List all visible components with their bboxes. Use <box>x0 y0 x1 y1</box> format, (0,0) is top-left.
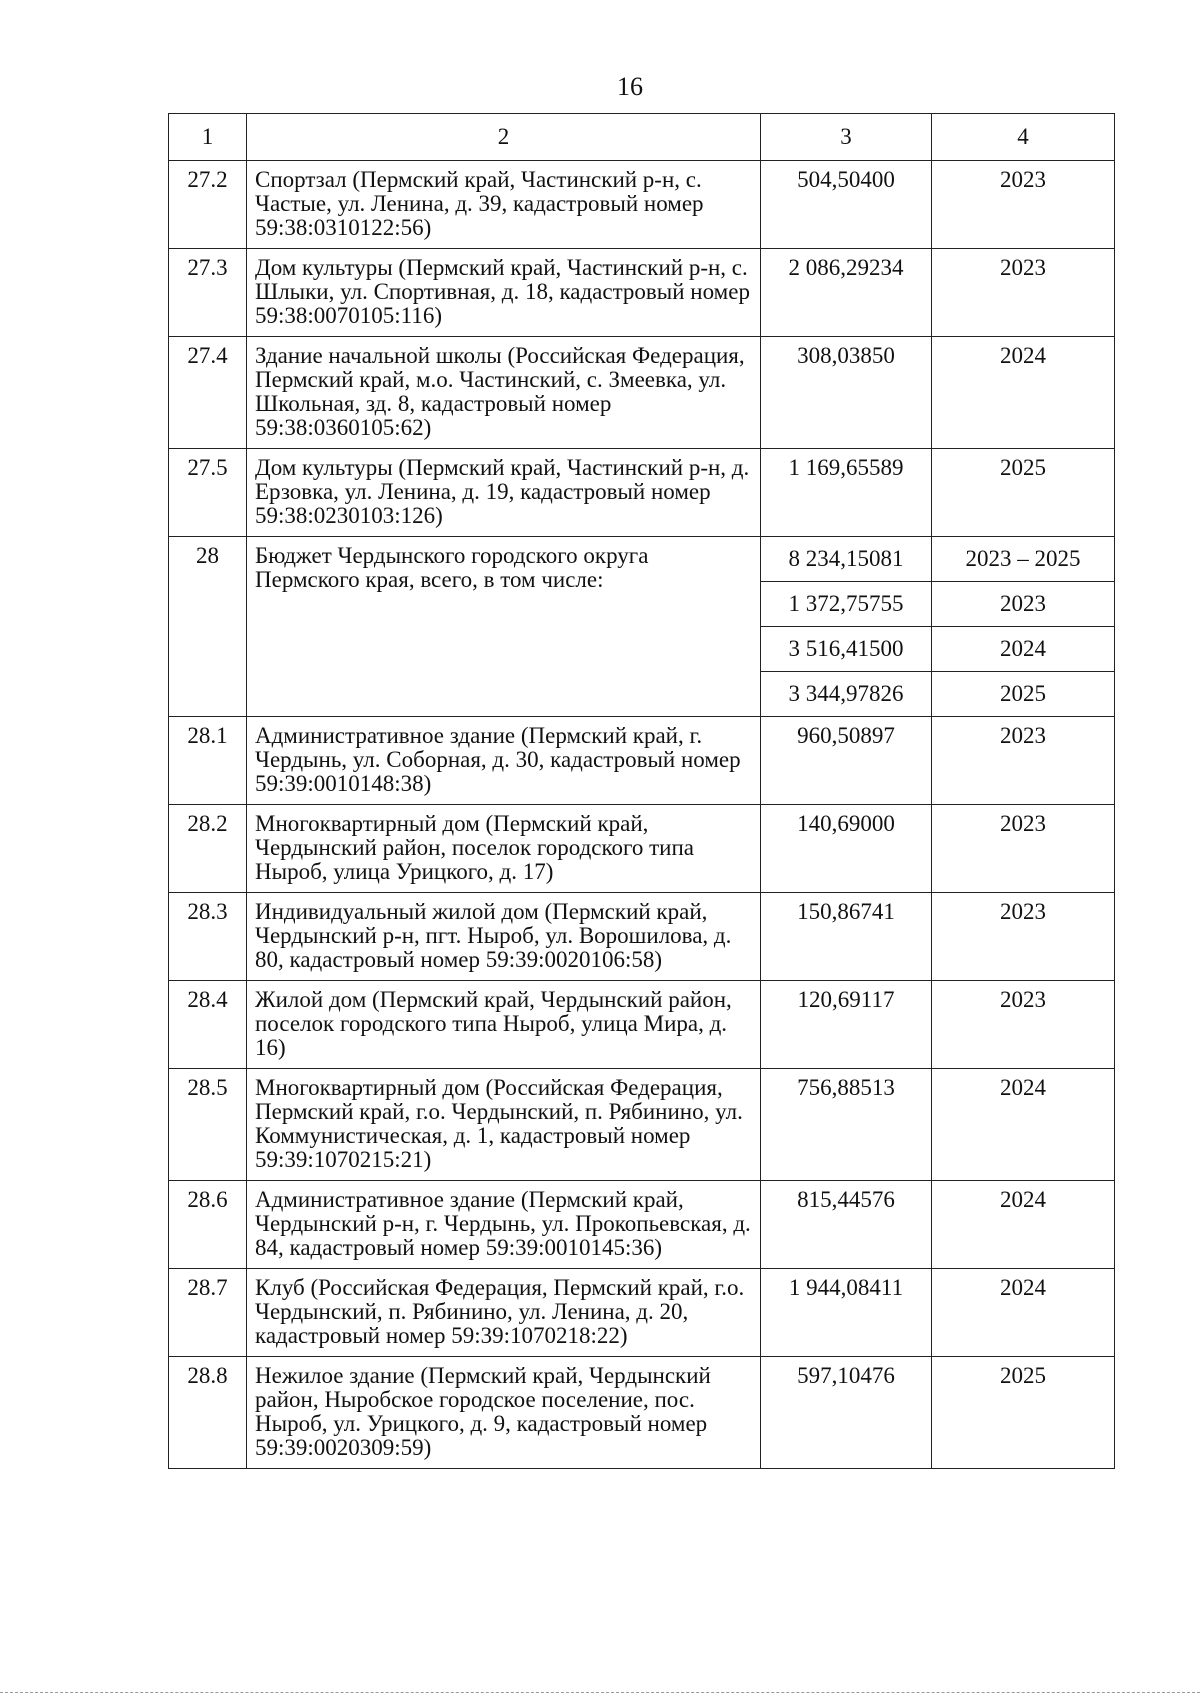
row-amount: 504,50400 <box>761 161 932 249</box>
table-row <box>169 893 1115 981</box>
scan-edge-line <box>0 1692 1200 1693</box>
row-amount: 120,69117 <box>761 981 932 1069</box>
row-year: 2024 <box>932 1069 1115 1181</box>
row-description: Бюджет Чердынского городского округа Пермского края, всего, в том числе: <box>247 537 761 717</box>
row-description: Многоквартирный дом (Пермский край, Чердынский район, поселок городского типа Ныроб, улица Урицкого, д. 17) <box>247 805 761 893</box>
row-year: 2023 <box>932 981 1115 1069</box>
row-amount: 150,86741 <box>761 893 932 981</box>
row-description: Нежилое здание (Пермский край, Чердынский район, Ныробское городское поселение, пос. Ныроб, ул. Урицкого, д. 9, кадастровый номер 59:39:0020309:59) <box>247 1357 761 1469</box>
row-amount: 1 169,65589 <box>761 449 932 537</box>
row-description: Здание начальной школы (Российская Федерация, Пермский край, м.о. Частинский, с. Змеевка, ул. Школьная, зд. 8, кадастровый номер 59:38:0360105:62) <box>247 337 761 449</box>
row-amount: 1 944,08411 <box>761 1269 932 1357</box>
row-amount: 308,03850 <box>761 337 932 449</box>
row-amount: 960,50897 <box>761 717 932 805</box>
row-description: Административное здание (Пермский край, г. Чердынь, ул. Соборная, д. 30, кадастровый номер 59:39:0010148:38) <box>247 717 761 805</box>
table-header-row <box>169 114 1115 161</box>
row-description: Клуб (Российская Федерация, Пермский край, г.о. Чердынский, п. Рябинино, ул. Ленина, д. 20, кадастровый номер 59:39:1070218:22) <box>247 1269 761 1357</box>
table-row <box>169 1269 1115 1357</box>
budget-row <box>169 537 1115 717</box>
row-number: 28.1 <box>169 717 247 805</box>
row-number: 28.2 <box>169 805 247 893</box>
budget-amount-2023: 1 372,75755 <box>761 581 931 626</box>
row-amount: 815,44576 <box>761 1181 932 1269</box>
row-number: 28.7 <box>169 1269 247 1357</box>
row-number: 28.5 <box>169 1069 247 1181</box>
row-description: Индивидуальный жилой дом (Пермский край, Чердынский р-н, пгт. Ныроб, ул. Ворошилова, д. 80, кадастровый номер 59:39:0020106:58) <box>247 893 761 981</box>
row-description: Спортзал (Пермский край, Частинский р-н, с. Частые, ул. Ленина, д. 39, кадастровый номер 59:38:0310122:56) <box>247 161 761 249</box>
row-description: Административное здание (Пермский край, Чердынский р-н, г. Чердынь, ул. Прокопьевская, д. 84, кадастровый номер 59:39:0010145:36) <box>247 1181 761 1269</box>
table-row <box>169 717 1115 805</box>
row-number: 28.8 <box>169 1357 247 1469</box>
row-description: Дом культуры (Пермский край, Частинский р-н, д. Ерзовка, ул. Ленина, д. 19, кадастровый номер 59:38:0230103:126) <box>247 449 761 537</box>
budget-amounts <box>761 537 932 717</box>
column-header-4: 4 <box>932 114 1115 161</box>
row-number: 28.4 <box>169 981 247 1069</box>
column-header-2: 2 <box>247 114 761 161</box>
row-number: 27.5 <box>169 449 247 537</box>
row-number: 28.6 <box>169 1181 247 1269</box>
table-row <box>169 449 1115 537</box>
row-year: 2023 <box>932 161 1115 249</box>
budget-year-2023: 2023 <box>932 581 1114 626</box>
row-year: 2025 <box>932 449 1115 537</box>
row-number: 27.2 <box>169 161 247 249</box>
table-row <box>169 249 1115 337</box>
row-number: 28.3 <box>169 893 247 981</box>
table-row <box>169 1069 1115 1181</box>
row-year: 2023 <box>932 717 1115 805</box>
budget-year-range: 2023 – 2025 <box>965 546 1081 571</box>
row-year: 2023 <box>932 805 1115 893</box>
table-row <box>169 981 1115 1069</box>
row-number: 28 <box>169 537 247 717</box>
row-description: Жилой дом (Пермский край, Чердынский район, поселок городского типа Ныроб, улица Мира, д. 16) <box>247 981 761 1069</box>
table-row <box>169 337 1115 449</box>
budget-amount-2025: 3 344,97826 <box>761 671 931 716</box>
row-year: 2023 <box>932 893 1115 981</box>
row-year: 2024 <box>932 1269 1115 1357</box>
row-year: 2025 <box>932 1357 1115 1469</box>
table-row <box>169 161 1115 249</box>
row-year: 2023 <box>932 249 1115 337</box>
row-amount: 2 086,29234 <box>761 249 932 337</box>
column-header-1: 1 <box>169 114 247 161</box>
page-number: 16 <box>617 72 643 101</box>
row-amount: 597,10476 <box>761 1357 932 1469</box>
row-year: 2024 <box>932 337 1115 449</box>
row-amount: 140,69000 <box>761 805 932 893</box>
budget-years <box>932 537 1115 717</box>
table-row <box>169 1181 1115 1269</box>
budget-amount-2024: 3 516,41500 <box>761 626 931 671</box>
budget-amount-total: 8 234,15081 <box>788 546 904 571</box>
row-description: Дом культуры (Пермский край, Частинский р-н, с. Шлыки, ул. Спортивная, д. 18, кадастровый номер 59:38:0070105:116) <box>247 249 761 337</box>
column-header-3: 3 <box>761 114 932 161</box>
row-amount: 756,88513 <box>761 1069 932 1181</box>
data-table <box>168 113 1115 1469</box>
row-year: 2024 <box>932 1181 1115 1269</box>
table-row <box>169 1357 1115 1469</box>
table-row <box>169 805 1115 893</box>
budget-year-2025: 2025 <box>932 671 1114 716</box>
row-description: Многоквартирный дом (Российская Федерация, Пермский край, г.о. Чердынский, п. Рябинино, ул. Коммунистическая, д. 1, кадастровый номер 59:39:1070215:21) <box>247 1069 761 1181</box>
row-number: 27.3 <box>169 249 247 337</box>
row-number: 27.4 <box>169 337 247 449</box>
budget-year-2024: 2024 <box>932 626 1114 671</box>
